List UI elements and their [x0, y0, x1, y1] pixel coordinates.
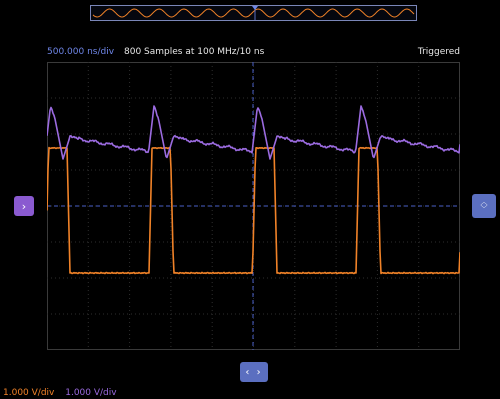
channel-scales — [3, 388, 117, 398]
acquisition-label: 800 Samples at 100 MHz/10 ns — [124, 47, 265, 57]
trigger-status: Triggered — [417, 47, 460, 57]
channel-1-scale: 1.000 V/div — [3, 388, 55, 398]
vertical-scroll-button[interactable] — [472, 194, 496, 218]
chevron-left-right-icon: ‹ › — [245, 366, 263, 378]
chevron-up-icon: ︿ — [480, 198, 488, 206]
channel-2-scale: 1.000 V/div — [65, 388, 117, 398]
channel-offset-marker[interactable] — [14, 196, 34, 216]
overview-waveform — [91, 6, 416, 20]
chevron-right-icon: › — [21, 199, 27, 213]
overview-trace — [93, 9, 414, 17]
scope-display[interactable] — [47, 62, 460, 350]
waveform-overview[interactable] — [90, 5, 417, 21]
horizontal-scroll-button[interactable] — [240, 362, 268, 382]
chevron-down-icon: ﹀ — [480, 205, 488, 213]
timebase-label: 500.000 ns/div — [47, 47, 115, 57]
